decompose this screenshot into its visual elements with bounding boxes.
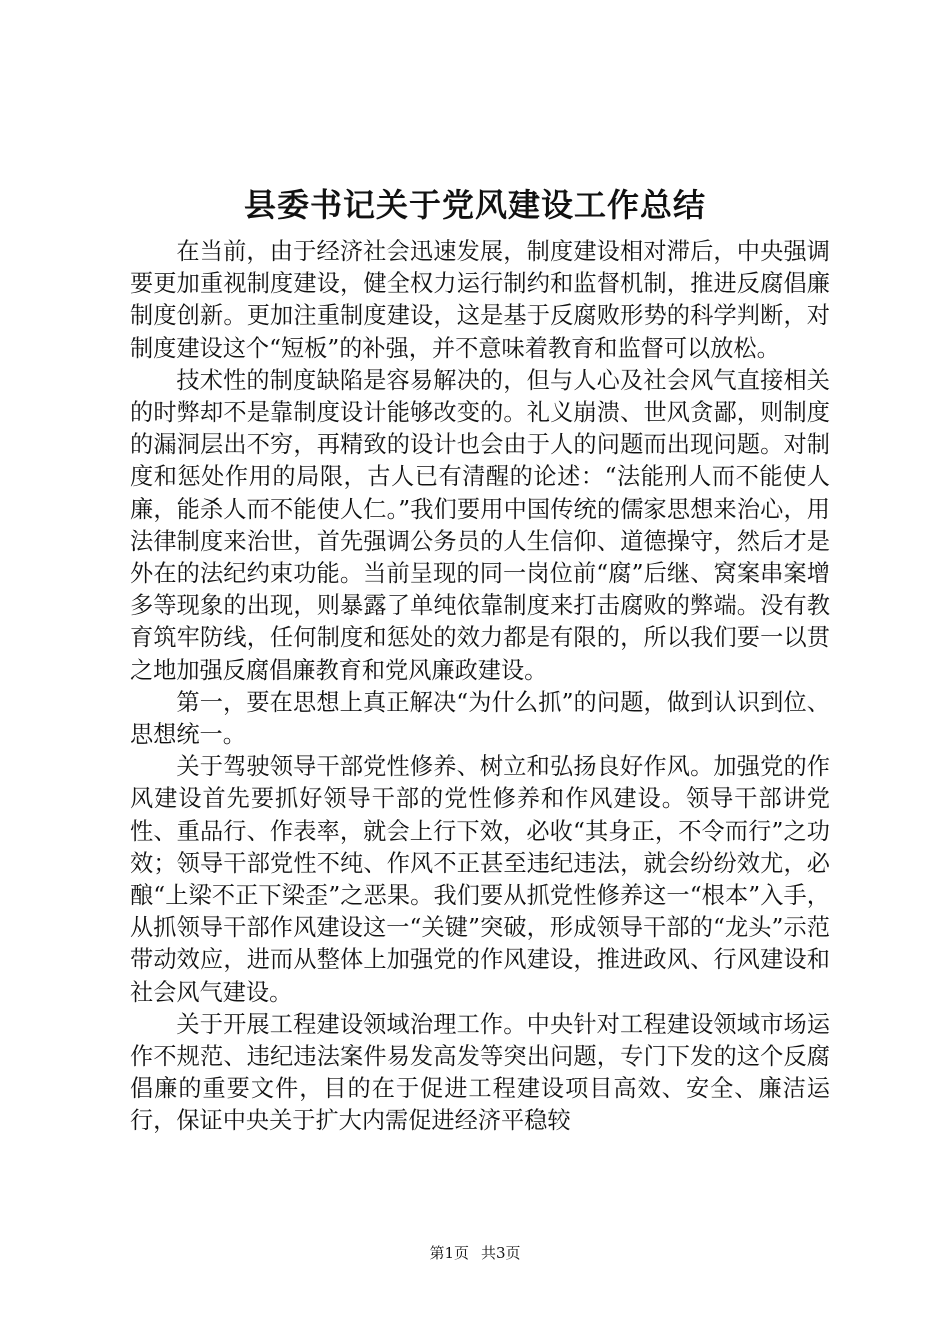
page-footer bbox=[0, 1243, 950, 1263]
paragraph-5: 关于开展工程建设领域治理工作。中央针对工程建设领域市场运作不规范、违纪违法案件易发高发等突出问题，专门下发的这个反腐倡廉的重要文件，目的在于促进工程建设项目高效、安全、廉洁运行，保证中央关于扩大内需促进经济平稳较 bbox=[130, 1010, 830, 1135]
paragraph-2: 技术性的制度缺陷是容易解决的，但与人心及社会风气直接相关的时弊却不是靠制度设计能够改变的。礼义崩溃、世风贪鄙，则制度的漏洞层出不穷，再精致的设计也会由于人的问题而出现问题。对制度和惩处作用的局限，古人已有清醒的论述：“法能刑人而不能使人廉，能杀人而不能使人仁。”我们要用中国传统的儒家思想来治心，用法律制度来治世，首先强调公务员的人生信仰、道德操守，然后才是外在的法纪约束功能。当前呈现的同一岗位前“腐”后继、窝案串案增多等现象的出现，则暴露了单纯依靠制度来打击腐败的弊端。没有教育筑牢防线，任何制度和惩处的效力都是有限的，所以我们要一以贯之地加强反腐倡廉教育和党风廉政建设。 bbox=[130, 366, 830, 684]
total-pages-label: 共3页 bbox=[481, 1244, 521, 1262]
current-page-label: 第1页 bbox=[429, 1244, 469, 1262]
paragraph-4: 关于驾驶领导干部党性修养、树立和弘扬良好作风。加强党的作风建设首先要抓好领导干部的党性修养和作风建设。领导干部讲党性、重品行、作表率，就会上行下效，必收“其身正，不令而行”之功效；领导干部党性不纯、作风不正甚至违纪违法，就会纷纷效尤，必酿“上梁不正下梁歪”之恶果。我们要从抓党性修养这一“根本”入手，从抓领导干部作风建设这一“关键”突破，形成领导干部的“龙头”示范带动效应，进而从整体上加强党的作风建设，推进政风、行风建设和社会风气建设。 bbox=[130, 753, 830, 1006]
document-body bbox=[130, 236, 830, 1138]
document-title: 县委书记关于党风建设工作总结 bbox=[243, 186, 706, 224]
paragraph-1: 在当前，由于经济社会迅速发展，制度建设相对滞后，中央强调要更加重视制度建设，健全权力运行制约和监督机制，推进反腐倡廉制度创新。更加注重制度建设，这是基于反腐败形势的科学判断，对制度建设这个“短板”的补强，并不意味着教育和监督可以放松。 bbox=[130, 238, 830, 362]
paragraph-3: 第一，要在思想上真正解决“为什么抓”的问题，做到认识到位、思想统一。 bbox=[130, 688, 830, 749]
